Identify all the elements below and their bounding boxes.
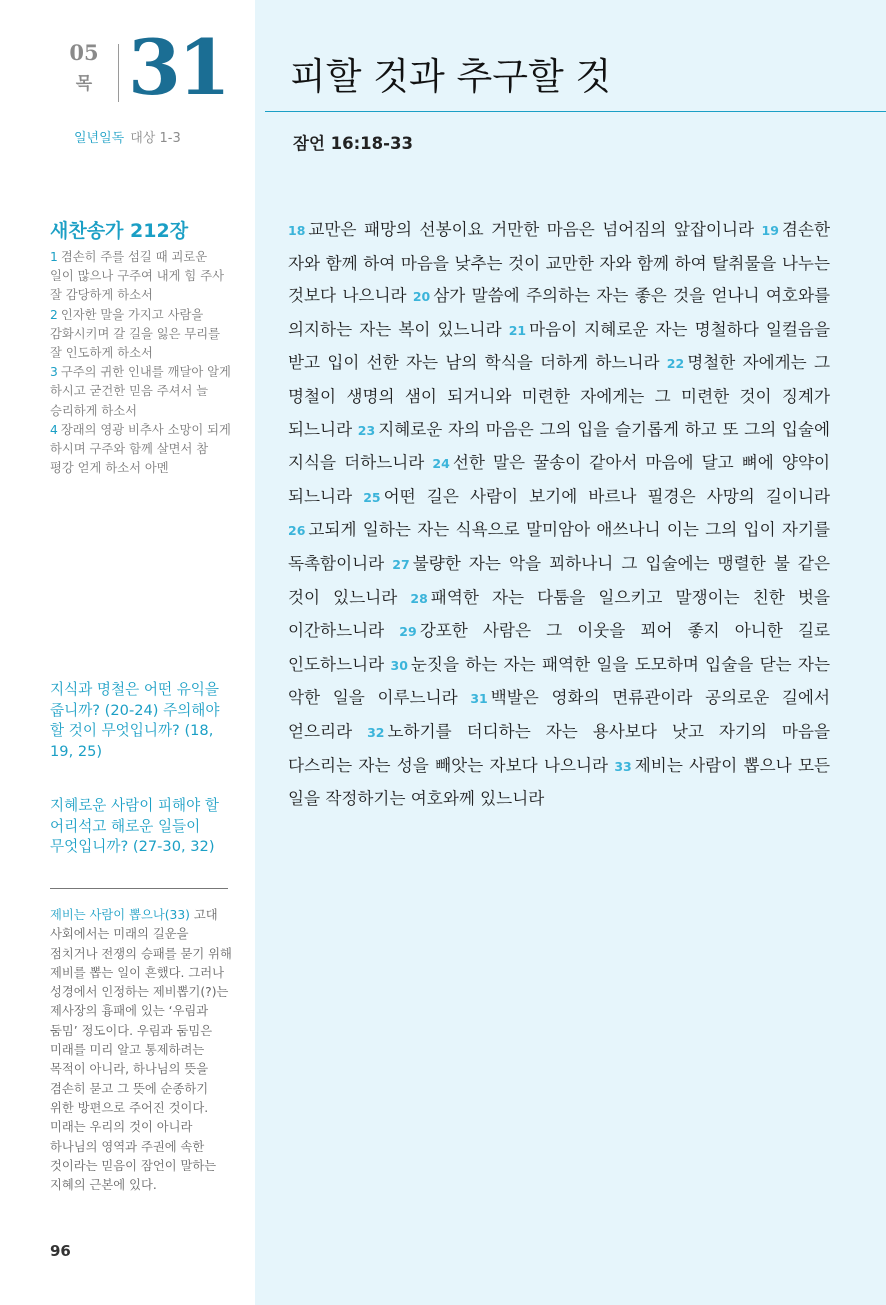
verse-text: 삼가 말씀에 주의하는 자는 좋은 것을 얻나니 여호와를 의지하는 자는 복이 있느니라 bbox=[288, 286, 831, 339]
sidebar-divider bbox=[50, 888, 228, 889]
verse-text: 겸손한 자와 함께 하여 마음을 낮추는 것이 교만한 자와 함께 하여 탈취물을 나누는 것보다 나으니라 bbox=[288, 220, 830, 306]
verse-number: 24 bbox=[432, 456, 450, 472]
verse-number: 27 bbox=[392, 556, 410, 572]
hymn-lyrics bbox=[50, 248, 232, 478]
weekday: 목 bbox=[75, 74, 93, 94]
note-text: 고대 사회에서는 미래의 길운을 점치거나 전쟁의 승패를 묻기 위해 제비를 뽑는 일이 흔했다. 그러나 성경에서 인정하는 제비뽑기(?)는 제사장의 흉패에 있는 ‘우림과 둠밈’ 정도이다. 우림과 둠밈은 미래를 미리 알고 통제하려는 목적이 아니라, 하나님의 뜻을 겸손히 묻고 그 뜻에 순종하기 위한 방편으로 주어진 것이다. 미래는 우리의 것이 아니라 하나님의 영역과 주권에 속한 것이라는 믿음이 잠언이 말하는 지혜의 근본에 있다. bbox=[50, 908, 232, 1193]
verse-text: 패역한 자는 다툼을 일으키고 말쟁이는 친한 벗을 이간하느니라 bbox=[288, 587, 830, 641]
verse-text: 고되게 일하는 자는 식욕으로 말미암아 애쓰나니 이는 그의 입이 자기를 독촉함이니라 bbox=[288, 520, 830, 573]
hymn-verse-number: 1 bbox=[50, 250, 58, 264]
verse-number: 21 bbox=[508, 322, 527, 338]
main-panel bbox=[255, 0, 886, 1305]
verse-text: 눈짓을 하는 자는 패역한 일을 도모하며 입술을 닫는 자는 악한 일을 이루느니라 bbox=[288, 654, 830, 708]
verse-text: 백발은 영화의 면류관이라 공의로운 길에서 얻으리라 bbox=[288, 688, 830, 741]
verse-number: 31 bbox=[470, 691, 488, 707]
verse-text: 강포한 사람은 그 이웃을 꾀어 좋지 아니한 길로 인도하느니라 bbox=[288, 621, 830, 674]
hymn-verse-number: 2 bbox=[50, 307, 58, 322]
hymn-verse-text: 인자한 말을 가지고 사람을 감화시키며 갈 길을 잃은 무리를 잘 인도하게 하소서 bbox=[50, 307, 221, 361]
study-question-2: 지혜로운 사람이 피해야 할 어리석고 해로운 일들이 무엇입니까? (27-30, 32) bbox=[50, 797, 219, 855]
verse-text: 불량한 자는 악을 꾀하나니 그 입술에는 맹렬한 불 같은 것이 있느니라 bbox=[288, 553, 830, 607]
verse-text: 지혜로운 자의 마음은 그의 입을 슬기롭게 하고 또 그의 입술에 지식을 더하느니라 bbox=[288, 419, 830, 473]
verse-number: 25 bbox=[363, 489, 381, 505]
study-question-1: 지식과 명철은 어떤 유익을 줍니까? (20-24) 주의해야 할 것이 무엇입니까? (18, 19, 25) bbox=[50, 681, 220, 760]
reading-plan-label: 일년일독 bbox=[74, 131, 125, 146]
sidebar bbox=[0, 0, 255, 1305]
reading-plan bbox=[74, 130, 181, 148]
verse-number: 19 bbox=[761, 223, 779, 238]
verse-text: 마음이 지혜로운 자는 명철하다 일컬음을 받고 입이 선한 자는 남의 학식을 더하게 하느니라 bbox=[288, 319, 830, 373]
verse-text: 제비는 사람이 뽑으나 모든 일을 작정하기는 여호와께 있느니라 bbox=[288, 755, 830, 809]
hymn-verse-text: 장래의 영광 비추사 소망이 되게 하시며 구주와 함께 살면서 참 평강 얻게 하소서 아멘 bbox=[50, 422, 231, 476]
verse-number: 32 bbox=[367, 724, 385, 740]
month-number: 05 bbox=[69, 40, 99, 65]
verse-text: 선한 말은 꿀송이 같아서 마음에 달고 뼈에 양약이 되느니라 bbox=[288, 453, 831, 506]
verse-number: 20 bbox=[412, 289, 431, 305]
title-divider bbox=[265, 111, 886, 112]
page-title: 피할 것과 추구할 것 bbox=[290, 55, 612, 98]
scripture-reference: 잠언 16:18-33 bbox=[293, 134, 413, 153]
hymn-verse-number: 3 bbox=[50, 365, 58, 380]
verse-number: 18 bbox=[288, 223, 306, 238]
note-heading: 제비는 사람이 뽑으나(33) bbox=[50, 908, 190, 922]
verse-number: 23 bbox=[357, 422, 376, 438]
reading-plan-reference: 대상 1-3 bbox=[130, 131, 181, 146]
hymn-title: 새찬송가 212장 bbox=[50, 220, 189, 242]
verse-number: 30 bbox=[390, 657, 408, 673]
verse-number: 33 bbox=[614, 758, 632, 774]
verse-text: 명철한 자에게는 그 명철이 생명의 샘이 되거니와 미련한 자에게는 그 미련한 것이 징계가 되느니라 bbox=[288, 353, 830, 439]
verse-number: 26 bbox=[288, 523, 306, 539]
verse-text: 노하기를 더디하는 자는 용사보다 낫고 자기의 마음을 다스리는 자는 성을 빼앗는 자보다 나으니라 bbox=[288, 721, 830, 775]
verse-number: 22 bbox=[666, 356, 685, 372]
verse-number: 29 bbox=[399, 624, 417, 640]
commentary-note bbox=[50, 906, 232, 1195]
verse-text: 어떤 길은 사람이 보기에 바르나 필경은 사망의 길이니라 bbox=[383, 486, 830, 506]
hymn-verse-number: 4 bbox=[50, 422, 58, 437]
date-divider bbox=[118, 44, 119, 102]
page-number: 96 bbox=[50, 1242, 71, 1260]
scripture-passage bbox=[288, 214, 830, 816]
verse-text: 교만은 패망의 선봉이요 거만한 마음은 넘어짐의 앞잡이니라 bbox=[308, 220, 755, 239]
hymn-verse-text: 겸손히 주를 섬길 때 괴로운 일이 많으나 구주여 내게 힘 주사 잘 감당하게 하소서 bbox=[50, 250, 224, 303]
hymn-verse-text: 구주의 귀한 인내를 깨달아 알게 하시고 굳건한 믿음 주셔서 늘 승리하게 하소서 bbox=[50, 365, 231, 418]
verse-number: 28 bbox=[410, 590, 428, 606]
day-number: 31 bbox=[128, 23, 228, 112]
